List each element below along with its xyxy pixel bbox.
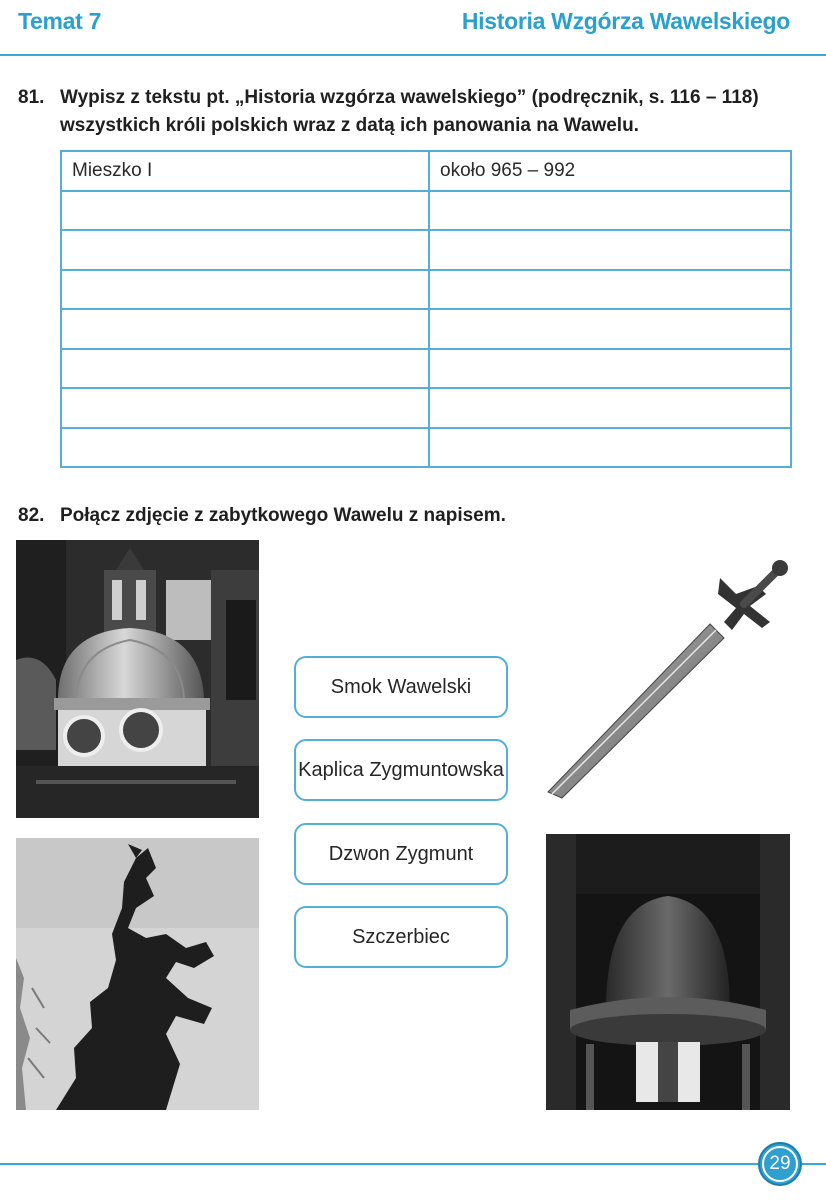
task-81-number: 81. [18,87,45,108]
table-row [61,388,791,428]
task-81-line-2: wszystkich króli polskich wraz z datą ich panowania na Wawelu. [60,115,639,136]
chapel-image [16,540,259,818]
header-divider [0,54,826,56]
king-name-cell[interactable] [61,428,429,468]
bell-photo[interactable] [546,834,790,1110]
page-header [0,0,826,58]
reign-date-cell[interactable] [429,230,791,270]
task-82-number: 82. [18,505,45,526]
label-smok-wawelski[interactable]: Smok Wawelski [294,656,508,718]
bell-image [546,834,790,1110]
kings-table [60,150,792,468]
king-name-cell[interactable] [61,270,429,310]
table-row [61,428,791,468]
label-dzwon-zygmunt[interactable]: Dzwon Zygmunt [294,823,508,885]
page-number-badge [758,1142,802,1186]
sword-image [540,556,800,802]
label-szczerbiec[interactable]: Szczerbiec [294,906,508,968]
reign-date-cell[interactable]: około 965 – 992 [429,151,791,191]
king-name-cell[interactable] [61,230,429,270]
king-name-cell[interactable] [61,388,429,428]
sword-photo[interactable] [540,556,800,802]
reign-date-cell[interactable] [429,388,791,428]
task-82-instruction [18,502,808,530]
table-row [61,191,791,231]
reign-date-cell[interactable] [429,191,791,231]
reign-date-cell[interactable] [429,349,791,389]
task-82-text: Połącz zdjęcie z zabytkowego Wawelu z napisem. [60,505,506,526]
table-row [61,151,791,191]
chapter-title: Historia Wzgórza Wawelskiego [461,8,790,34]
table-row [61,270,791,310]
king-name-cell[interactable]: Mieszko I [61,151,429,191]
footer-divider [0,1163,760,1165]
king-name-cell[interactable] [61,191,429,231]
dragon-photo[interactable] [16,838,259,1110]
chapel-photo[interactable] [16,540,259,818]
dragon-image [16,838,259,1110]
task-81-line-1: Wypisz z tekstu pt. „Historia wzgórza wawelskiego” (podręcznik, s. 116 – 118) [60,87,759,108]
task-81-instruction [18,84,808,140]
chapter-label: Temat 7 [18,8,102,34]
king-name-cell[interactable] [61,309,429,349]
reign-date-cell[interactable] [429,428,791,468]
table-row [61,230,791,270]
table-row [61,349,791,389]
reign-date-cell[interactable] [429,309,791,349]
king-name-cell[interactable] [61,349,429,389]
footer-divider-right [802,1163,826,1165]
table-row [61,309,791,349]
label-kaplica-zygmuntowska[interactable]: Kaplica Zygmuntowska [294,739,508,801]
page-number: 29 [762,1146,798,1182]
reign-date-cell[interactable] [429,270,791,310]
